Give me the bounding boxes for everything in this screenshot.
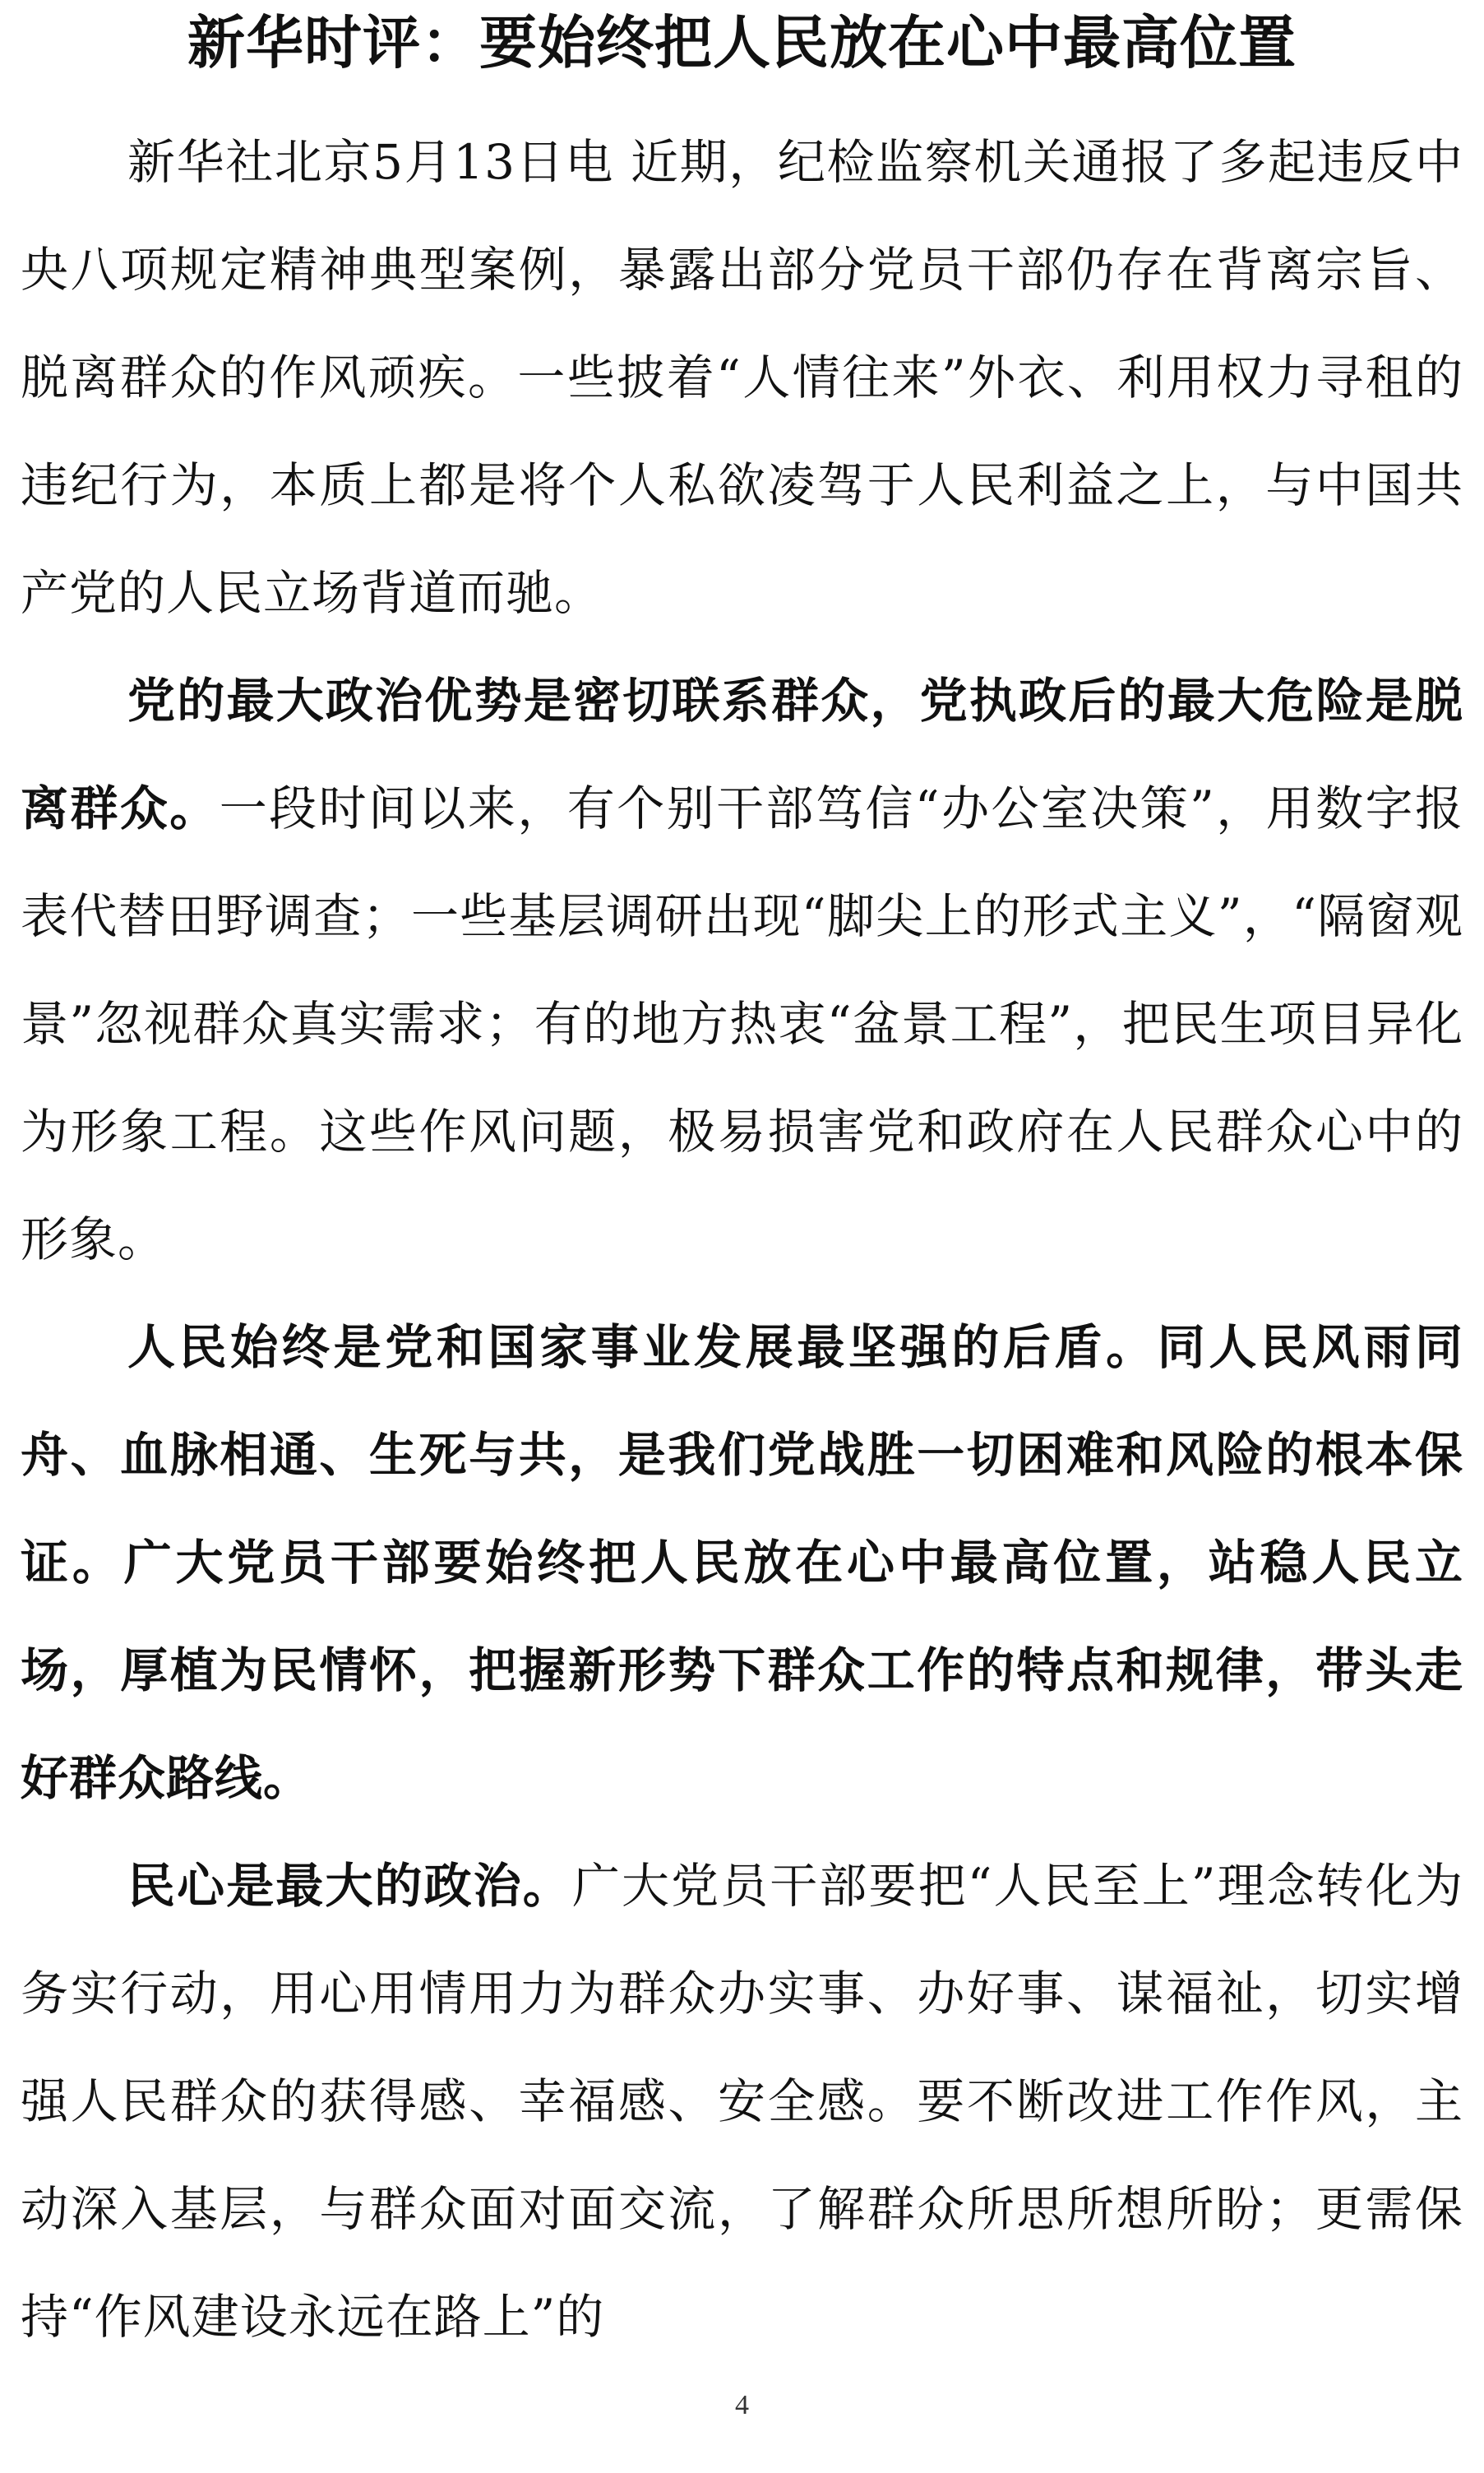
article-body [21, 109, 1463, 2371]
article-title: 新华时评：要始终把人民放在心中最高位置 [187, 8, 1297, 76]
paragraph-1 [21, 109, 1463, 647]
paragraph-2 [21, 647, 1463, 1294]
page-number: 4 [735, 2390, 749, 2420]
paragraph-3-lead: 人民始终是党和国家事业发展最坚强的后盾。同人民风雨同舟、血脉相通、生死与共，是我们党战胜一切困难和风险的根本保证。广大党员干部要始终把人民放在心中最高位置，站稳人民立场，厚植为民情怀，把握新形势下群众工作的特点和规律，带头走好群众路线。 [21, 1319, 1463, 1806]
paragraph-2-text: 一段时间以来，有个别干部笃信“办公室决策”，用数字报表代替田野调查；一些基层调研出现“脚尖上的形式主义”，“隔窗观景”忽视群众真实需求；有的地方热衷“盆景工程”，把民生项目异化为形象工程。这些作风问题，极易损害党和政府在人民群众心中的形象。 [21, 780, 1463, 1267]
paragraph-4 [21, 1832, 1463, 2371]
paragraph-3 [21, 1294, 1463, 1832]
paragraph-4-lead: 民心是最大的政治。 [127, 1858, 572, 1914]
paragraph-4-text: 广大党员干部要把“人民至上”理念转化为务实行动，用心用情用力为群众办实事、办好事、谋福祉，切实增强人民群众的获得感、幸福感、安全感。要不断改进工作作风，主动深入基层，与群众面对面交流，了解群众所思所想所盼；更需保持“作风建设永远在路上”的 [21, 1858, 1463, 2345]
paragraph-2-lead: 党的最大政治优势是密切联系群众，党执政后的最大危险是脱离群众。 [21, 673, 1463, 836]
paragraph-1-text: 新华社北京5月13日电 近期，纪检监察机关通报了多起违反中央八项规定精神典型案例，暴露出部分党员干部仍存在背离宗旨、脱离群众的作风顽疾。一些披着“人情往来”外衣、利用权力寻租的违纪行为，本质上都是将个人私欲凌驾于人民利益之上，与中国共产党的人民立场背道而驰。 [21, 134, 1463, 621]
